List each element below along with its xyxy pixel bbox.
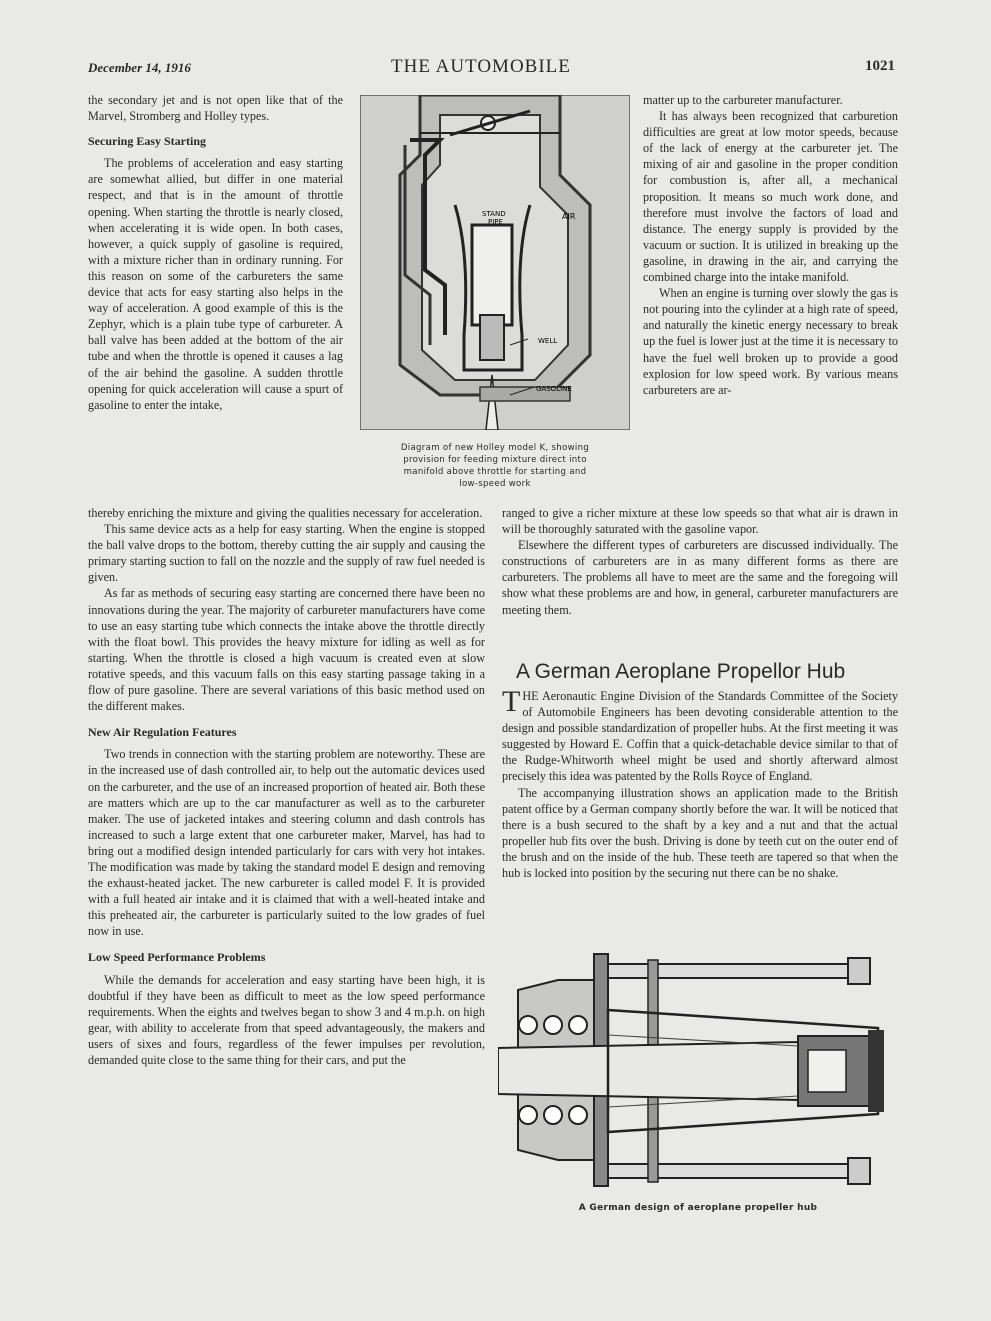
paragraph: Elsewhere the different types of carbureters are discussed individually. The constructions of carbureters are in as many different forms as there are carbureters. The problems all have to meet are the same and the foregoing will show what these problems are and how, in general, carbureter manufacturers are meeting them. [502,538,898,617]
paragraph: matter up to the carbureter manufacturer. [643,93,843,107]
issue-date: December 14, 1916 [88,60,191,75]
caption-line: manifold above throttle for starting and [403,467,587,477]
caption-line: Diagram of new Holley model K, showing [400,443,590,453]
right-column-mid [502,505,898,618]
figure-caption: A German design of aeroplane propeller hub [578,1203,818,1213]
caption-line: low-speed work [459,479,531,489]
section-heading: Low Speed Performance Problems [88,950,266,965]
paragraph: The accompanying illustration shows an application made to the British patent office by a German company shortly before the war. It will be noticed that there is a bush secured to the shaft by a key and a nut and that the actual propeller hub fits over the bush. Driving is done by teeth cut on the outer end of the brush and on the inside of the hub. These teeth are tapered so that when the hub is locked into position by the securing nut there can be no shake. [502,785,898,881]
carburetor-diagram [360,95,630,430]
diagram-label-stand: STAND [482,210,506,218]
section-heading: New Air Regulation Features [88,725,237,740]
left-column-top [88,92,343,413]
paragraph: When an engine is turning over slowly the gas is not pouring into the cylinder at a high rate of speed, and naturally the kinetic energy necessary to break up the fuel is lower just at the time it is necessary to have the fuel well broken up to provide a good explosion for low speed work. By various means carbureters are ar- [643,286,898,397]
paragraph: Two trends in connection with the starting problem are noteworthy. These are in the increased use of dash controlled air, to help out the automatic devices used on the carbureter, and the use of an increased proportion of heated air. Both these are matters which are up to the car manufacturer as well as to the carbureter maker. The use of jacketed intakes and steering column and dash controls has increased to such a large extent that one carbureter maker, Marvel, has had to bring out a modified design intended particularly for cars with very hot intakes. The modification was made by taking the standard model E design and removing the exhaust-heated jacket. The new carbureter is called model F. It is provided with a full heated air intake and it is claimed that with a well-heated intake and this preheated air, the carbureter is particularly suited to the low grades of fuel now in use. [88,747,485,939]
paragraph: It has always been recognized that carburetion difficulties are great at low motor speeds, because of the lack of energy at the carbureter jet. The mixing of air and gasoline in the proper condition for combustion is, after all, a mechanical proposition. It means so much work done, and therefore must involve the factors of load and distance. The energy supply is provided by the vacuum or suction. It is utilized in breaking up the gasoline, in drawing in the air, and carrying the combined charge into the intake manifold. [643,109,898,285]
left-column-lower [88,505,485,1068]
paragraph: While the demands for acceleration and easy starting have been high, it is doubtful if they have been as difficult to meet as the low speed performance requirements. When the eights and twelves began to show 3 and 4 m.p.h. on high gear, with ability to accelerate from that speed advantageously, the makers and users of sixes and fours, regardless of the fewer impulses per revolution, demanded quite close to the same thing for their cars, and put the [88,972,485,1067]
figure-caption [360,442,630,490]
propeller-hub-diagram [498,950,898,1190]
diagram-label-well: WELL [538,337,558,345]
diagram-label-air: AIR [562,212,576,221]
propeller-hub-figure [498,950,898,1215]
diagram-label-gasoline: GASOLINE [536,385,572,393]
drop-cap: T [502,685,521,718]
paragraph: As far as methods of securing easy starting are concerned there have been no innovations during the year. The majority of carbureter manufacturers have come to use an easy starting tube which connects the intake above the throttle directly with the float bowl. This provides the heavy mixture for idling as well as for starting. When the throttle is closed a high vacuum is created even at slow rotative speeds, and this vacuum falls on this easy starting passage taking in a flow of pure gasoline. There are several variations of this basic method used on the different makes. [88,586,485,714]
article-title: A German Aeroplane Propellor Hub [516,660,846,683]
paragraph: thereby enriching the mixture and giving the qualities necessary for acceleration. [88,506,483,520]
paragraph: ranged to give a richer mixture at these low speeds so that what air is drawn in will be thoroughly saturated with the gasoline vapor. [502,506,898,537]
paragraph-text: HE Aeronautic Engine Division of the Standards Committee of the Society of Automobile Engineers has been devoting considerable attention to the design and possible standardization of propeller hubs. At the first meeting it was suggested by Howard E. Coffin that a quick-detachable device similar to that of the Rudge-Whitworth wheel might be used and shortly afterward almost precisely this idea was patented by the Rolls Royce of England. [502,689,898,784]
publication-title: THE AUTOMOBILE [391,56,571,77]
page-number: 1021 [865,58,895,74]
caption-line: provision for feeding mixture direct into [403,455,587,465]
right-column-top [643,92,898,398]
paragraph [502,685,898,785]
paragraph: The problems of acceleration and easy starting are somewhat allied, but differ in one material respect, and that is in the amount of throttle opening. When starting the throttle is nearly closed, when accelerating it is wide open. In both cases, however, a quick supply of gasoline is required, with a mixture richer than in ordinary running. For this reason on some of the carbureters the same device that acts for easy starting also helps in the way of acceleration. A good example of this is the Zephyr, which is a plain tube type of carbureter. A ball valve has been added at the bottom of the air tube and when the throttle is opened it causes a lag of the air behind the gasoline. A sudden throttle opening for quick acceleration will cause a spurt of gasoline to enter the intake, [88,156,343,412]
section-heading: Securing Easy Starting [88,134,207,149]
carburetor-figure [360,95,630,490]
paragraph: the secondary jet and is not open like that of the Marvel, Stromberg and Holley types. [88,93,343,124]
diagram-label-pipe: PIPE [488,218,503,226]
hub-article-body [502,685,898,881]
paragraph: This same device acts as a help for easy starting. When the engine is stopped the ball valve drops to the bottom, thereby cutting the air supply and causing the primary starting suction to fall on the nozzle and the supply of raw fuel needed is given. [88,522,485,585]
